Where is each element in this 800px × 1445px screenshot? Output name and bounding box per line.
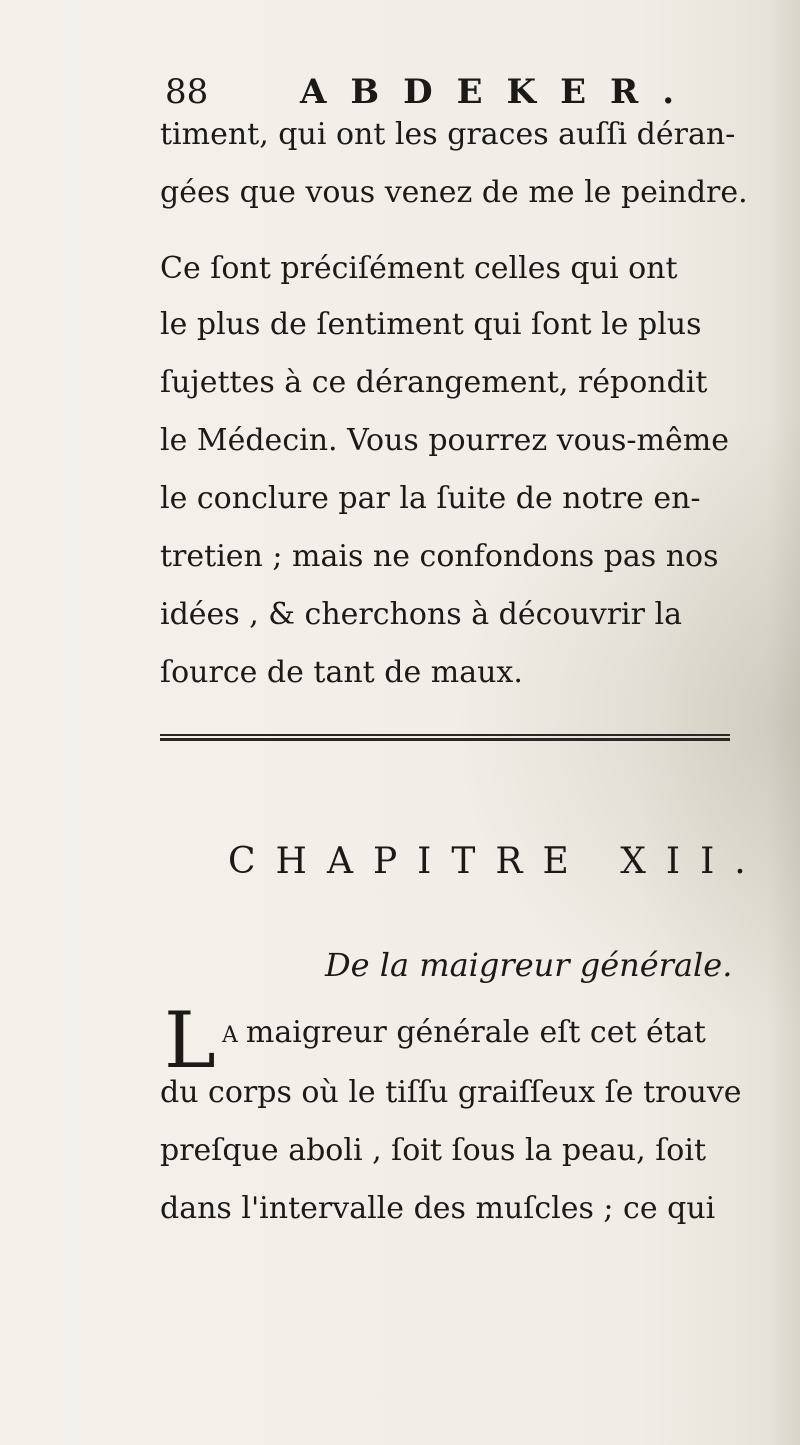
text-line: idées , & cherchons à découvrir la	[160, 597, 683, 632]
drop-cap: L	[164, 996, 216, 1086]
chapter-subtitle: De la maigreur générale.	[325, 946, 733, 984]
first-line-text: maigreur générale eſt cet état	[245, 1015, 706, 1050]
running-head	[165, 72, 725, 112]
text-line: le Médecin. Vous pourrez vous-même	[160, 423, 729, 458]
running-title: ABDEKER.	[300, 72, 699, 112]
text-line: le conclure par la ſuite de notre en-	[160, 481, 701, 516]
text-line: du corps où le tiſſu graiſſeux ſe trouve	[160, 1075, 742, 1110]
chapter-heading: CHAPITRE XII.	[228, 841, 766, 882]
paragraph-first-line	[222, 1016, 706, 1053]
text-line: dans l'intervalle des muſcles ; ce qui	[160, 1191, 716, 1226]
ornamental-rule	[160, 734, 730, 741]
text-line: le plus de ſentiment qui ſont le plus	[160, 307, 702, 342]
text-line: timent, qui ont les graces auſſi déran-	[160, 117, 736, 152]
text-line: ſource de tant de maux.	[160, 655, 523, 690]
text-line: preſque aboli , ſoit ſous la peau, ſoit	[160, 1133, 707, 1168]
text-line: gées que vous venez de me le peindre.	[160, 175, 748, 210]
page-number: 88	[165, 72, 209, 112]
text-line: tretien ; mais ne confondons pas nos	[160, 539, 719, 574]
text-line: Ce ſont préciſément celles qui ont	[160, 251, 678, 286]
text-line: ſujettes à ce dérangement, répondit	[160, 365, 708, 400]
first-word-rest: A	[222, 1023, 238, 1048]
